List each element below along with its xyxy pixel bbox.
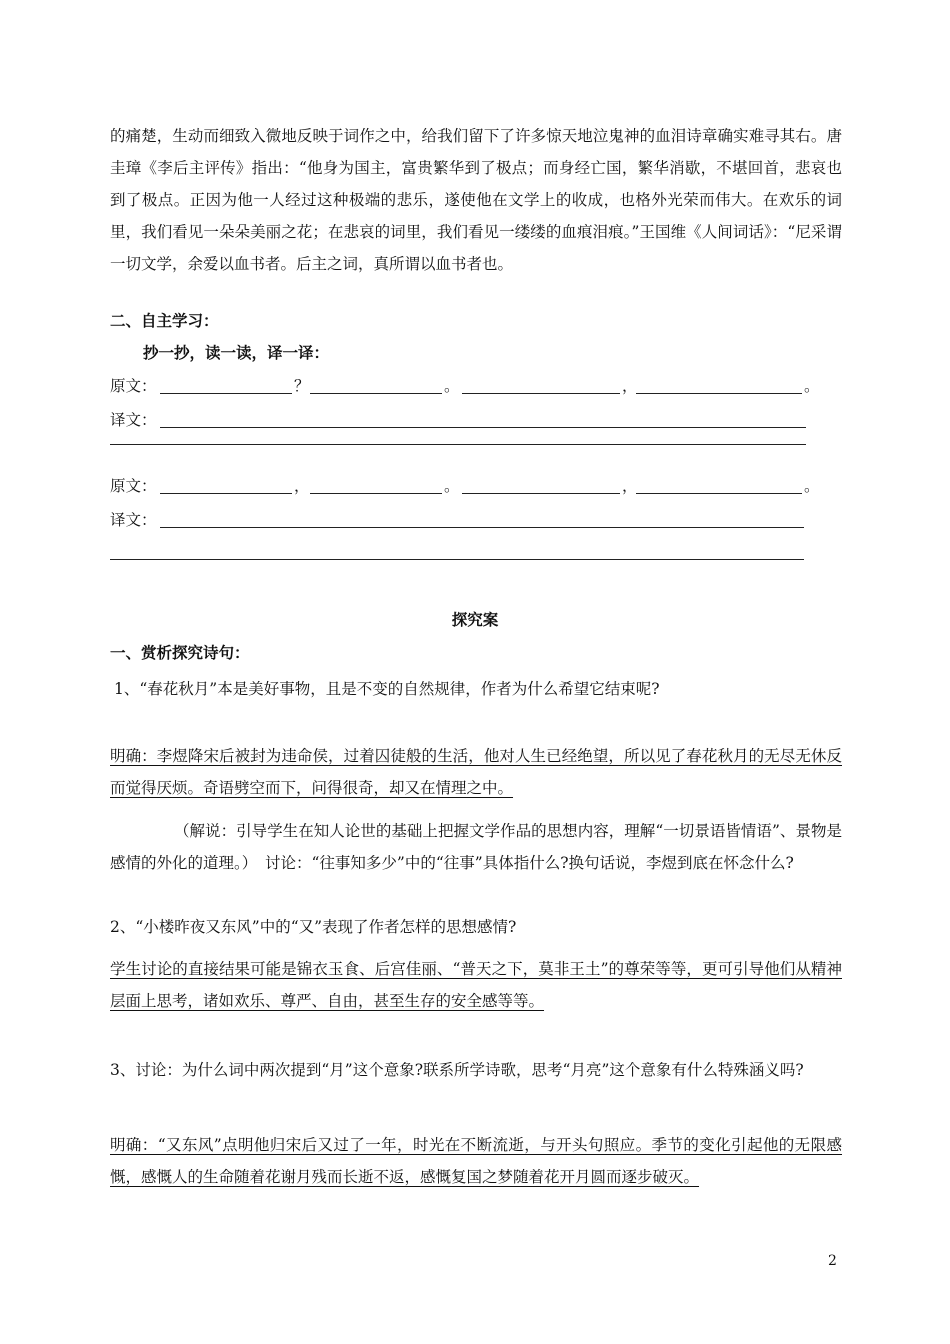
- punct: ，: [294, 477, 310, 495]
- question-3: 3、讨论：为什么词中两次提到“月”这个意象?联系所学诗歌，思考“月亮”这个意象有什么特殊涵义吗?: [110, 1061, 804, 1079]
- blank-line[interactable]: [160, 427, 806, 428]
- section-heading-self-study: 二、自主学习：: [110, 311, 219, 330]
- blank-line[interactable]: [160, 393, 292, 394]
- translation-label: 译文：: [110, 511, 157, 529]
- blank-line[interactable]: [160, 527, 804, 528]
- section-title: 探究案: [451, 610, 499, 629]
- punct: 。: [804, 477, 820, 495]
- blank-line[interactable]: [160, 493, 292, 494]
- blank-line[interactable]: [310, 493, 442, 494]
- answer-2: 学生讨论的直接结果可能是锦衣玉食、后宫佳丽、“普天之下，莫非王土”的尊荣等等，更可引导他们从精神层面上思考，诸如欢乐、尊严、自由，甚至生存的安全感等等。: [110, 960, 842, 1010]
- punct: ，: [622, 477, 638, 495]
- explore-heading: 一、赏析探究诗句：: [110, 643, 250, 662]
- original-label: 原文：: [110, 377, 157, 395]
- punct: 。: [804, 377, 820, 395]
- answer-3: 明确：“又东风”点明他归宋后又过了一年，时光在不断流逝，与开头句照应。季节的变化引起他的无限感慨，感慨人的生命随着花谢月残而长逝不返，感慨复国之梦随着花开月圆而逐步破灭。: [110, 1136, 842, 1186]
- punct: ？: [294, 377, 310, 395]
- blank-line[interactable]: [110, 444, 806, 445]
- page-number: 2: [828, 1253, 837, 1269]
- original-label: 原文：: [110, 477, 157, 495]
- question-1: 1、“春花秋月”本是美好事物，且是不变的自然规律，作者为什么希望它结束呢?: [114, 680, 660, 698]
- answer-1: 明确：李煜降宋后被封为违命侯，过着囚徒般的生活，他对人生已经绝望，所以见了春花秋月的无尽无休反而觉得厌烦。奇语劈空而下，问得很奇，却又在情理之中。: [110, 747, 842, 797]
- punct: 。: [444, 377, 460, 395]
- note-paragraph: （解说：引导学生在知人论世的基础上把握文学作品的思想内容，理解“一切景语皆情语”、景物是感情的外化的道理。） 讨论：“往事知多少”中的“往事”具体指什么?换句话说，李煜到底在怀念什么?: [110, 822, 842, 872]
- intro-paragraph: 的痛楚，生动而细致入微地反映于词作之中，给我们留下了许多惊天地泣鬼神的血泪诗章确实难寻其右。唐圭璋《李后主评传》指出：“他身为国主，富贵繁华到了极点；而身经亡国，繁华消歇，不堪回首，悲哀也到了极点。正因为他一人经过这种极端的悲乐，遂使他在文学上的收成，也格外光荣而伟大。在欢乐的词里，我们看见一朵朵美丽之花；在悲哀的词里，我们看见一缕缕的血痕泪痕。”王国维《人间词话》：“尼采谓一切文学，余爱以血书者。后主之词，真所谓以血书者也。: [110, 127, 842, 273]
- blank-line[interactable]: [636, 393, 802, 394]
- blank-line[interactable]: [636, 493, 802, 494]
- blank-line[interactable]: [462, 493, 620, 494]
- blank-line[interactable]: [110, 559, 804, 560]
- question-2: 2、“小楼昨夜又东风”中的“又”表现了作者怎样的思想感情?: [110, 918, 517, 936]
- punct: ，: [622, 377, 638, 395]
- punct: 。: [444, 477, 460, 495]
- instruction-text: 抄一抄，读一读，译一译：: [143, 343, 330, 362]
- blank-line[interactable]: [310, 393, 442, 394]
- blank-line[interactable]: [462, 393, 620, 394]
- translation-label: 译文：: [110, 411, 157, 429]
